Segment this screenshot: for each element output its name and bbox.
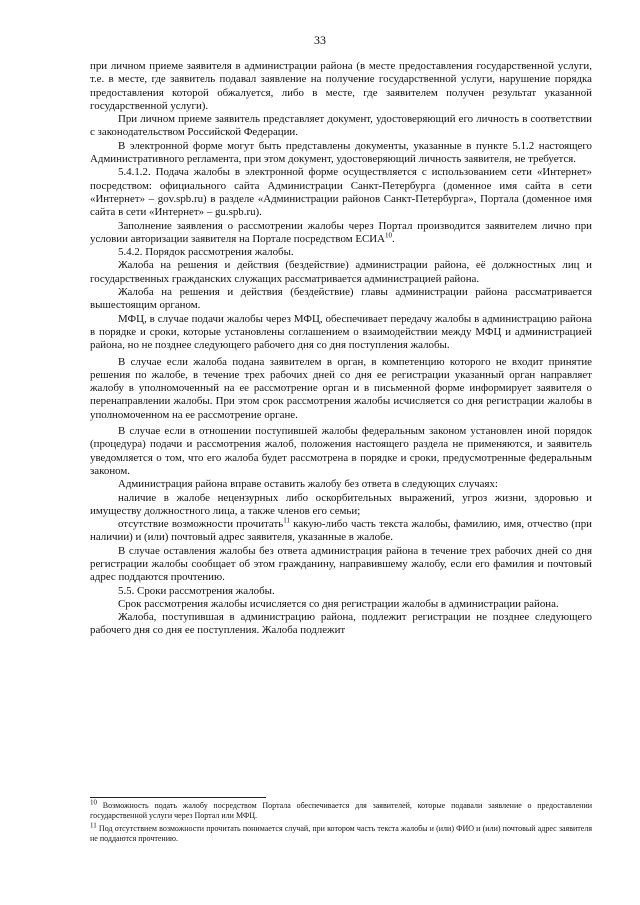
paragraph-text: 5.4.1.2. Подача жалобы в электронной форме осуществляется с использованием сети «Интернет» посредством: официального сайта Администрации Санкт-Петербурга (доменное имя сайта в сети «Интернет» – gov.spb.ru) в разделе «Администрации районов Санкт-Петербурга», Портала (доменное имя сайта в сети «Интернет» – gu.spb.ru). xyxy=(90,166,592,219)
paragraph-text: Администрация района вправе оставить жалобу без ответа в следующих случаях: xyxy=(118,478,498,491)
paragraph-text: при личном приеме заявителя в администрации района (в месте предоставления государственной услуги, т.е. в месте, где заявитель подавал заявление на получение государственной услуги, нарушение порядка предоставления которой обжалуется, либо в месте, где заявителем получен результат указанной государственной услуги). xyxy=(90,60,592,112)
list-item xyxy=(90,518,592,545)
paragraph xyxy=(90,166,592,219)
paragraph-text: наличие в жалобе нецензурных либо оскорбительных выражений, угроз жизни, здоровью и имуществу должностного лица, а также членов его семьи; xyxy=(90,491,592,517)
paragraph-text: Жалоба, поступившая в администрацию района, подлежит регистрации не позднее следующего рабочего дня со дня ее поступления. Жалоба подлежит xyxy=(90,611,592,637)
paragraph xyxy=(90,545,592,585)
section-heading xyxy=(90,585,592,598)
footnotes xyxy=(90,798,593,847)
paragraph-text: какую-либо часть текста жалобы, фамилию, имя, отчество (при наличии) и (или) почтовый адрес заявителя, указанные в жалобе. xyxy=(90,518,592,544)
heading-text: 5.4.2. Порядок рассмотрения жалобы. xyxy=(118,246,294,259)
paragraph xyxy=(90,140,592,167)
paragraph-text: МФЦ, в случае подачи жалобы через МФЦ, обеспечивает передачу жалобы в администрацию района в порядке и сроки, которые установлены соглашением о взаимодействии между МФЦ и администрацией района, но не позднее следующего рабочего дня со дня поступления жалобы. xyxy=(90,312,592,352)
paragraph xyxy=(90,113,592,140)
paragraph xyxy=(90,286,592,313)
paragraph-text: В случае если жалоба подана заявителем в орган, в компетенцию которого не входит принятие решения по жалобе, в течение трех рабочих дней со дня ее регистрации указанный орган направляет жалобу в уполномоченный на ее рассмотрение орган и в письменной форме информирует заявителя о перенаправлении жалобы. При этом срок рассмотрения жалобы исчисляется со дня регистрации жалобы в уполномоченном на ее рассмотрение органе. xyxy=(90,355,592,421)
footnote-divider xyxy=(90,797,266,798)
footnote-text: Под отсутствием возможности прочитать понимается случай, при котором часть текста жалобы и (или) ФИО и (или) почтовый адрес заявителя не поддаются прочтению. xyxy=(90,824,593,843)
paragraph xyxy=(90,598,592,611)
paragraph xyxy=(90,425,592,478)
paragraph xyxy=(90,60,592,113)
paragraph-text: отсутствие возможности прочитать xyxy=(118,518,284,531)
paragraph-text: Заполнение заявления о рассмотрении жалобы через Портал производится заявителем лично при условии авторизации заявителя на Портале посредством ЕСИА xyxy=(90,219,592,245)
paragraph-text: Жалоба на решения и действия (бездействие) администрации района, её должностных лиц и государственных гражданских служащих рассматривается администрацией района. xyxy=(90,259,592,285)
footnote-ref: 11 xyxy=(283,516,290,525)
paragraph xyxy=(90,259,592,286)
footnote-ref: 10 xyxy=(384,231,392,240)
paragraph-text: В случае оставления жалобы без ответа администрация района в течение трех рабочих дней со дня регистрации жалобы сообщает об этом гражданину, направившему жалобу, если его фамилия и почтовый адрес поддаются прочтению. xyxy=(90,544,592,584)
section-heading xyxy=(90,246,592,259)
footnote-text: Возможность подать жалобу посредством Портала обеспечивается для заявителей, которые подавали заявление о предоставлении государственной услуги через Портал или МФЦ. xyxy=(90,801,593,820)
paragraph-text: В случае если в отношении поступившей жалобы федеральным законом установлен иной порядок (процедура) подачи и рассмотрения жалоб, положения настоящего раздела не применяются, и заявитель уведомляется о том, что его жалоба будет рассмотрена в порядке и сроки, предусмотренные федеральным законом. xyxy=(90,425,592,477)
list-item xyxy=(90,492,592,519)
paragraph-text: Срок рассмотрения жалобы исчисляется со дня регистрации жалобы в администрации района. xyxy=(118,597,559,610)
document-body xyxy=(90,60,592,638)
paragraph-text: При личном приеме заявитель представляет документ, удостоверяющий его личность в соответствии с законодательством Российской Федерации. xyxy=(90,113,592,139)
footnote xyxy=(90,821,593,844)
footnote-number: 11 xyxy=(90,821,97,830)
footnote-number: 10 xyxy=(90,798,97,807)
footnote xyxy=(90,798,593,821)
heading-text: 5.5. Сроки рассмотрения жалобы. xyxy=(118,584,275,597)
paragraph xyxy=(90,356,592,422)
paragraph xyxy=(90,313,592,353)
paragraph: Заполнение заявления о рассмотрении жалобы через Портал производится заявителем лично при условии авторизации заявителя на Портале посредством ЕСИА$^{10}$. xyxy=(90,219,592,245)
paragraph-text: Жалоба на решения и действия (бездействие) главы администрации района рассматривается вышестоящим органом. xyxy=(90,286,592,312)
paragraph-text: В электронной форме могут быть представлены документы, указанные в пункте 5.1.2 настоящего Административного регламента, при этом документ, удостоверяющий личность заявителя, не требуется. xyxy=(90,139,592,166)
page-number: 33 xyxy=(314,33,326,47)
paragraph xyxy=(90,611,592,638)
paragraph xyxy=(90,478,592,491)
